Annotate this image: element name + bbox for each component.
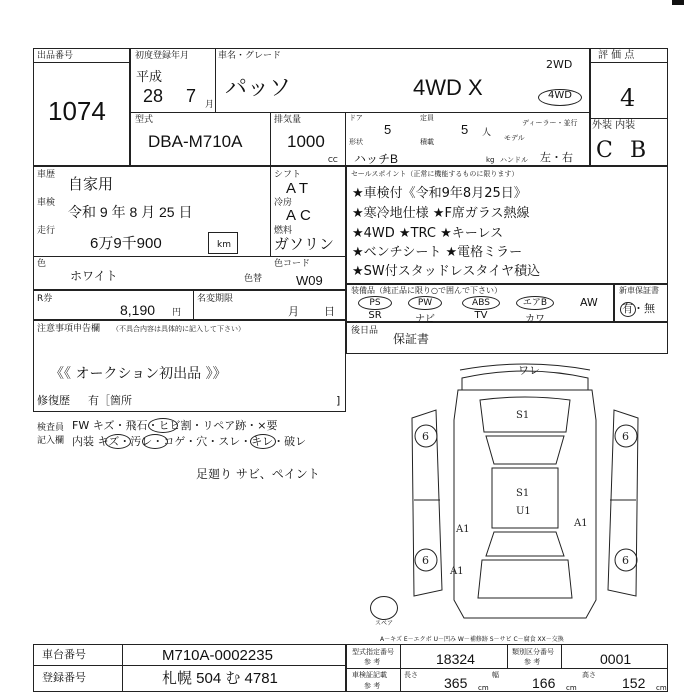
- handle-value: 左・右: [540, 151, 573, 164]
- sales-point-4: ★ベンチシート ★電格ミラー: [352, 245, 523, 260]
- circle-hiseki: [148, 418, 178, 433]
- shape-label: 形状: [349, 138, 363, 146]
- rating-label: 評 価 点: [598, 50, 635, 61]
- after-value: 保証書: [393, 332, 430, 346]
- type-ref-label: 参 考: [364, 658, 381, 666]
- deadline-day: 日: [324, 305, 335, 318]
- yen-unit: 円: [172, 308, 182, 318]
- car-damage-diagram: [400, 360, 650, 630]
- first-reg-label: 初度登録年月: [135, 51, 190, 61]
- handle-label: ハンドル: [500, 156, 528, 164]
- class-label: 類別区分番号: [512, 648, 554, 656]
- new-book-circle: [620, 302, 636, 317]
- spare-tire-circle: [370, 596, 398, 620]
- length-value: 365: [444, 675, 468, 691]
- recycle-value: 8,190: [120, 302, 156, 318]
- equip-airbag: エアB: [516, 296, 554, 310]
- equip-pw: PW: [408, 296, 442, 310]
- entry-label: 記入欄: [37, 436, 65, 446]
- equip-navi: ナビ: [415, 314, 435, 325]
- cc-unit: CC: [328, 156, 338, 164]
- sales-point-1: ★車検付《令和9年8月25日》: [352, 186, 527, 201]
- repair-close: ]: [336, 394, 341, 407]
- width-label: 幅: [492, 671, 499, 679]
- diagram-windshield: [486, 436, 564, 464]
- diagram-rear-window: [486, 532, 564, 556]
- mark-a1-rear: A1: [450, 566, 464, 577]
- height-label: 高さ: [582, 671, 596, 679]
- model-label2: モデル: [504, 134, 525, 142]
- drive-4wd-circled: 4WD: [538, 89, 582, 106]
- mark-s1-mid: S1: [516, 488, 530, 499]
- title-deadline-label: 名変期限: [197, 294, 234, 304]
- capacity: 5: [461, 122, 469, 137]
- ext-int-label: 外装 内装: [592, 120, 636, 131]
- lot-label: 出品番号: [37, 51, 74, 61]
- doors: 5: [384, 122, 392, 137]
- color-code: W09: [296, 273, 323, 288]
- recycle-label: R券: [37, 294, 53, 304]
- mark-wheel-fr: 6: [622, 430, 629, 443]
- mileage-label: 走行: [37, 226, 56, 236]
- plate-value: 札幌 504 む 4781: [162, 670, 278, 687]
- shift-value: AT: [286, 180, 313, 197]
- mark-u1: U1: [516, 506, 531, 517]
- height-value: 152: [622, 675, 646, 691]
- rating-value: 4: [620, 84, 636, 112]
- int-line: 内装 キズ・汚レ・コゲ・穴・スレ・キレ・破レ: [72, 435, 307, 448]
- diagram-legend: A－キズ E－エクボ U－凹み W－補修跡 S－サビ C－腐食 XX－交換: [380, 636, 564, 643]
- corner-mark: [672, 0, 684, 5]
- hand-note: 足廻り サビ、ペイント: [196, 467, 320, 481]
- circle-yogore: [142, 434, 168, 449]
- mark-a1-right: A1: [574, 518, 588, 529]
- reg-month: 7: [186, 86, 197, 106]
- mileage-value: 6万9千900: [90, 235, 162, 252]
- load-label: 積載: [420, 138, 434, 146]
- chassis-value: M710A-0002235: [162, 647, 273, 664]
- equip-tv: TV: [474, 310, 488, 321]
- sales-point-5: ★SW付スタッドレスタイヤ積込: [352, 264, 541, 279]
- circle-kizu: [105, 434, 131, 449]
- mark-a1-left: A1: [456, 524, 470, 535]
- shape-value: ハッチB: [354, 152, 399, 166]
- fw-line: FW キズ・飛石・ヒビ割・リペア跡・×要: [72, 419, 278, 432]
- kg-unit: kg: [486, 156, 495, 164]
- type-no-label: 型式指定番号: [352, 648, 394, 656]
- history-label: 車歴: [37, 170, 56, 180]
- displacement: 1000: [287, 132, 325, 151]
- color-code-label: 色コード: [274, 259, 311, 269]
- mark-wheel-fl: 6: [422, 430, 429, 443]
- door-label: ドア: [349, 114, 363, 122]
- model-value: DBA-M710A: [148, 132, 243, 151]
- equip-aw: AW: [580, 296, 598, 309]
- shift-label: シフト: [274, 170, 302, 180]
- mark-top: ワレ: [518, 364, 540, 377]
- capacity-label: 定員: [420, 114, 434, 122]
- car-name: パッソ: [225, 75, 292, 100]
- new-book-label: 新車保証書: [619, 286, 659, 295]
- diagram-rear-hatch: [478, 560, 572, 598]
- capacity-unit: 人: [482, 128, 492, 138]
- length-label: 長さ: [404, 671, 418, 679]
- car-grade: 4WD X: [413, 75, 483, 100]
- sales-point-2: ★寒冷地仕様 ★F席ガラス熱線: [352, 206, 530, 221]
- ac-value: AC: [286, 207, 315, 224]
- int-grade: B: [630, 138, 647, 163]
- inspection-label: 車検: [37, 198, 56, 208]
- new-book-value: 有・無: [622, 302, 655, 315]
- era: 平成: [136, 69, 163, 84]
- mark-wheel-rl: 6: [422, 554, 429, 567]
- history-value: 自家用: [68, 176, 114, 193]
- model-label: 型式: [135, 115, 154, 125]
- equip-ps: PS: [358, 296, 392, 310]
- inspection-value: 令和 9 年 8 月 25 日: [68, 204, 193, 220]
- mark-s1-top: S1: [516, 410, 530, 421]
- equip-leather: カワ: [525, 314, 545, 325]
- repair-label: 修復歴: [37, 394, 70, 407]
- sales-point-3: ★4WD ★TRC ★キーレス: [352, 226, 504, 241]
- equipment-title: 装備品（純正品に限り○で囲んで下さい）: [351, 286, 502, 295]
- auction-note: 《《 オークション初出品 》》: [50, 366, 227, 382]
- fuel-value: ガソリン: [274, 236, 335, 253]
- equip-sr: SR: [368, 310, 382, 321]
- type-no: 18324: [436, 651, 475, 667]
- ext-grade: C: [596, 138, 613, 163]
- notes-label: 注意事項申告欄: [37, 324, 101, 334]
- height-unit: cm: [656, 684, 667, 692]
- inspect-label: 検査員: [37, 423, 65, 433]
- circle-sure: [250, 434, 276, 449]
- size-label: 車検証記載: [352, 671, 387, 679]
- equip-abs: ABS: [462, 296, 500, 310]
- spare-label: スペア: [375, 620, 394, 627]
- color-value: ホワイト: [70, 269, 118, 283]
- ac-label: 冷房: [274, 198, 293, 208]
- reg-month-unit: 月: [205, 100, 215, 110]
- class-ref-label: 参 考: [524, 658, 541, 666]
- length-unit: cm: [478, 684, 489, 692]
- fuel-label: 燃料: [274, 226, 293, 236]
- color-label: 色: [37, 259, 47, 269]
- km-unit: km: [217, 240, 231, 250]
- recycle-box: [33, 290, 346, 320]
- drive-2wd: 2WD: [546, 58, 573, 71]
- sales-title: セールスポイント（正常に機能するものに限ります）: [351, 170, 519, 178]
- width-unit: cm: [566, 684, 577, 692]
- reg-year: 28: [143, 86, 164, 106]
- chassis-label: 車台番号: [42, 648, 86, 661]
- diagram-body-outline: [454, 390, 596, 618]
- color-change-label: 色替: [244, 274, 263, 284]
- plate-label: 登録番号: [42, 671, 86, 684]
- carname-label: 車名・グレード: [218, 51, 282, 61]
- notes-sub: （不具合内容は具体的に記入して下さい）: [112, 325, 245, 333]
- class-no: 0001: [600, 651, 632, 667]
- mark-wheel-rr: 6: [622, 554, 629, 567]
- repair-value: 有［箇所: [88, 394, 132, 407]
- lot-number: 1074: [48, 96, 106, 126]
- width-value: 166: [532, 675, 556, 691]
- deadline-month: 月: [288, 305, 299, 318]
- dealer-label: ディーラー・並行: [522, 119, 578, 127]
- size-ref-label: 参 考: [364, 682, 381, 690]
- after-label: 後日品: [351, 326, 379, 336]
- disp-label: 排気量: [274, 115, 302, 125]
